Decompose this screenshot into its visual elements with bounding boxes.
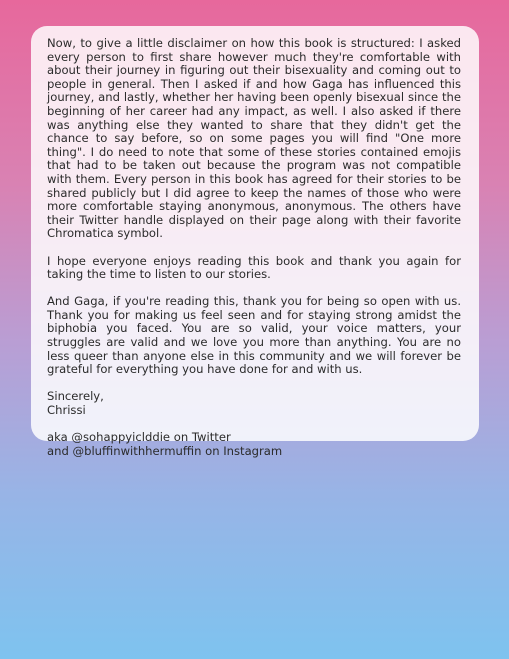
twitter-handle: aka @sohappyiclddie on Twitter <box>47 430 231 445</box>
closing-text: Sincerely, <box>47 389 104 404</box>
text-card <box>31 26 479 458</box>
sign-off <box>47 390 461 417</box>
disclaimer-paragraph: Now, to give a little disclaimer on how this book is structured: I asked every person to first share however much they're comfortable with about their journey in figuring out their bisexuality and coming out to people in general. Then I asked if and how Gaga has influenced this journey, and lastly, whether her having been openly bisexual since the beginning of her career had any impact, as well. I also asked if there was anything else they wanted to share that they didn't get the chance to say before, so on some pages you will find "One more thing". I do need to note that some of these stories contained emojis that had to be taken out because the program was not compatible with them. Every person in this book has agreed for their stories to be shared publicly but I did agree to keep the names of those who were more comfortable staying anonymous, anonymous. The others have their Twitter handle displayed on their page along with their favorite Chromatica symbol. <box>47 36 461 241</box>
hope-paragraph: I hope everyone enjoys reading this book and thank you again for taking the time to listen to our stories. <box>47 253 461 282</box>
signature-name: Chrissi <box>47 403 86 418</box>
instagram-handle: and @bluffinwithhermuffin on Instagram <box>47 443 283 458</box>
gaga-paragraph: And Gaga, if you're reading this, thank you for being so open with us. Thank you for making us feel seen and for staying strong amidst the biphobia you faced. You are so valid, your voice matters, your struggles are valid and we love you more than anything. You are no less queer than anyone else in this community and we will forever be grateful for everything you have done for and with us. <box>47 294 461 377</box>
social-handles <box>47 431 461 458</box>
